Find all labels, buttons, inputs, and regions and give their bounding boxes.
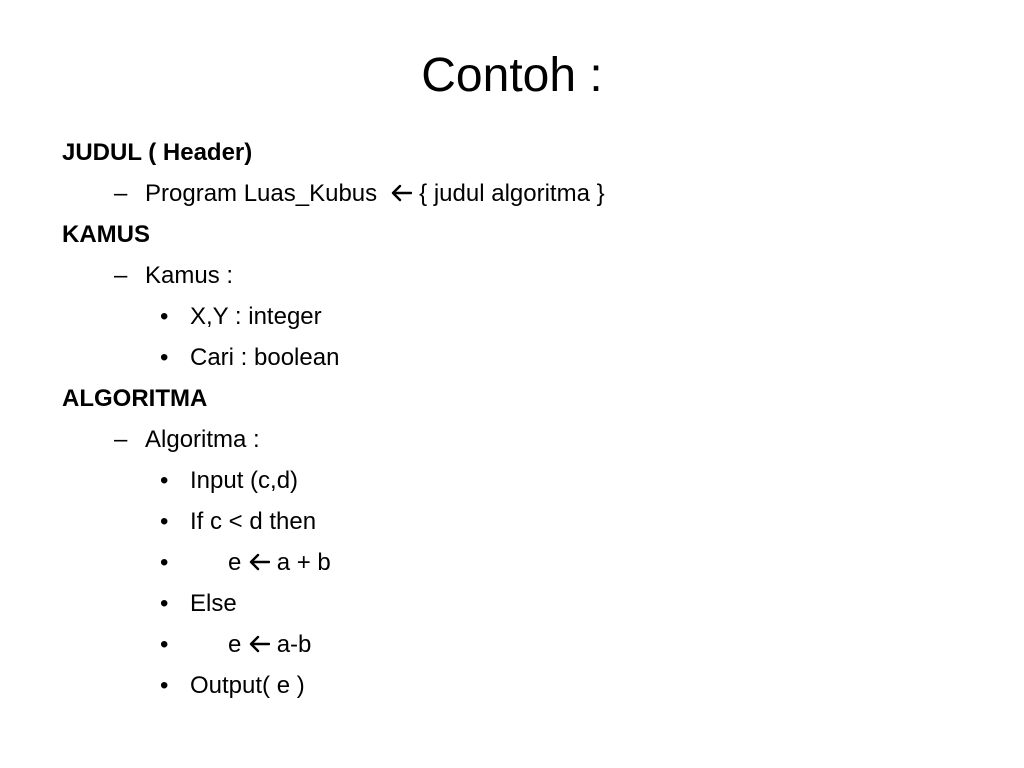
algo-then-expr: a + b [276,549,331,576]
list-subitem-then-assign [62,542,982,583]
kamus-var-cari: Cari : boolean [190,344,340,371]
list-subitem-output [62,665,982,706]
section-heading-judul: JUDUL ( Header) [62,139,253,166]
bullet-marker: • [160,549,169,576]
arrow-left-icon [248,635,270,653]
dash-marker: – [114,426,128,453]
algo-input: Input (c,d) [190,467,299,494]
list-subitem-else-assign [62,624,982,665]
bullet-marker: • [160,508,169,535]
arrow-left-icon [390,184,412,202]
program-name-text: Program Luas_Kubus [145,180,384,207]
list-subitem-xy [62,296,982,337]
slide-title: Contoh : [421,49,603,102]
dash-marker: – [114,262,128,289]
list-subitem-if [62,501,982,542]
kamus-label: Kamus : [145,262,234,289]
bullet-marker: • [160,672,169,699]
algoritma-label: Algoritma : [145,426,260,453]
bullet-marker: • [160,467,169,494]
section-heading-kamus: KAMUS [62,221,150,248]
bullet-marker: • [160,631,169,658]
list-subitem-else [62,583,982,624]
bullet-marker: • [160,590,169,617]
slide-content [62,132,982,706]
arrow-left-icon [248,553,270,571]
program-comment-text: { judul algoritma } [419,180,605,207]
algo-output: Output( e ) [190,672,305,699]
list-subitem-input [62,460,982,501]
list-item-kamus [62,255,982,296]
algo-else: Else [190,590,237,617]
algo-if: If c < d then [190,508,317,535]
list-item-algoritma [62,419,982,460]
algo-else-expr: a-b [276,631,312,658]
list-subitem-cari [62,337,982,378]
dash-marker: – [114,180,128,207]
section-heading-algoritma: ALGORITMA [62,385,208,412]
algo-then-var: e [228,549,242,576]
kamus-var-xy: X,Y : integer [190,303,322,330]
bullet-marker: • [160,303,169,330]
list-item-program [62,173,982,214]
bullet-marker: • [160,344,169,371]
algo-else-var: e [228,631,242,658]
